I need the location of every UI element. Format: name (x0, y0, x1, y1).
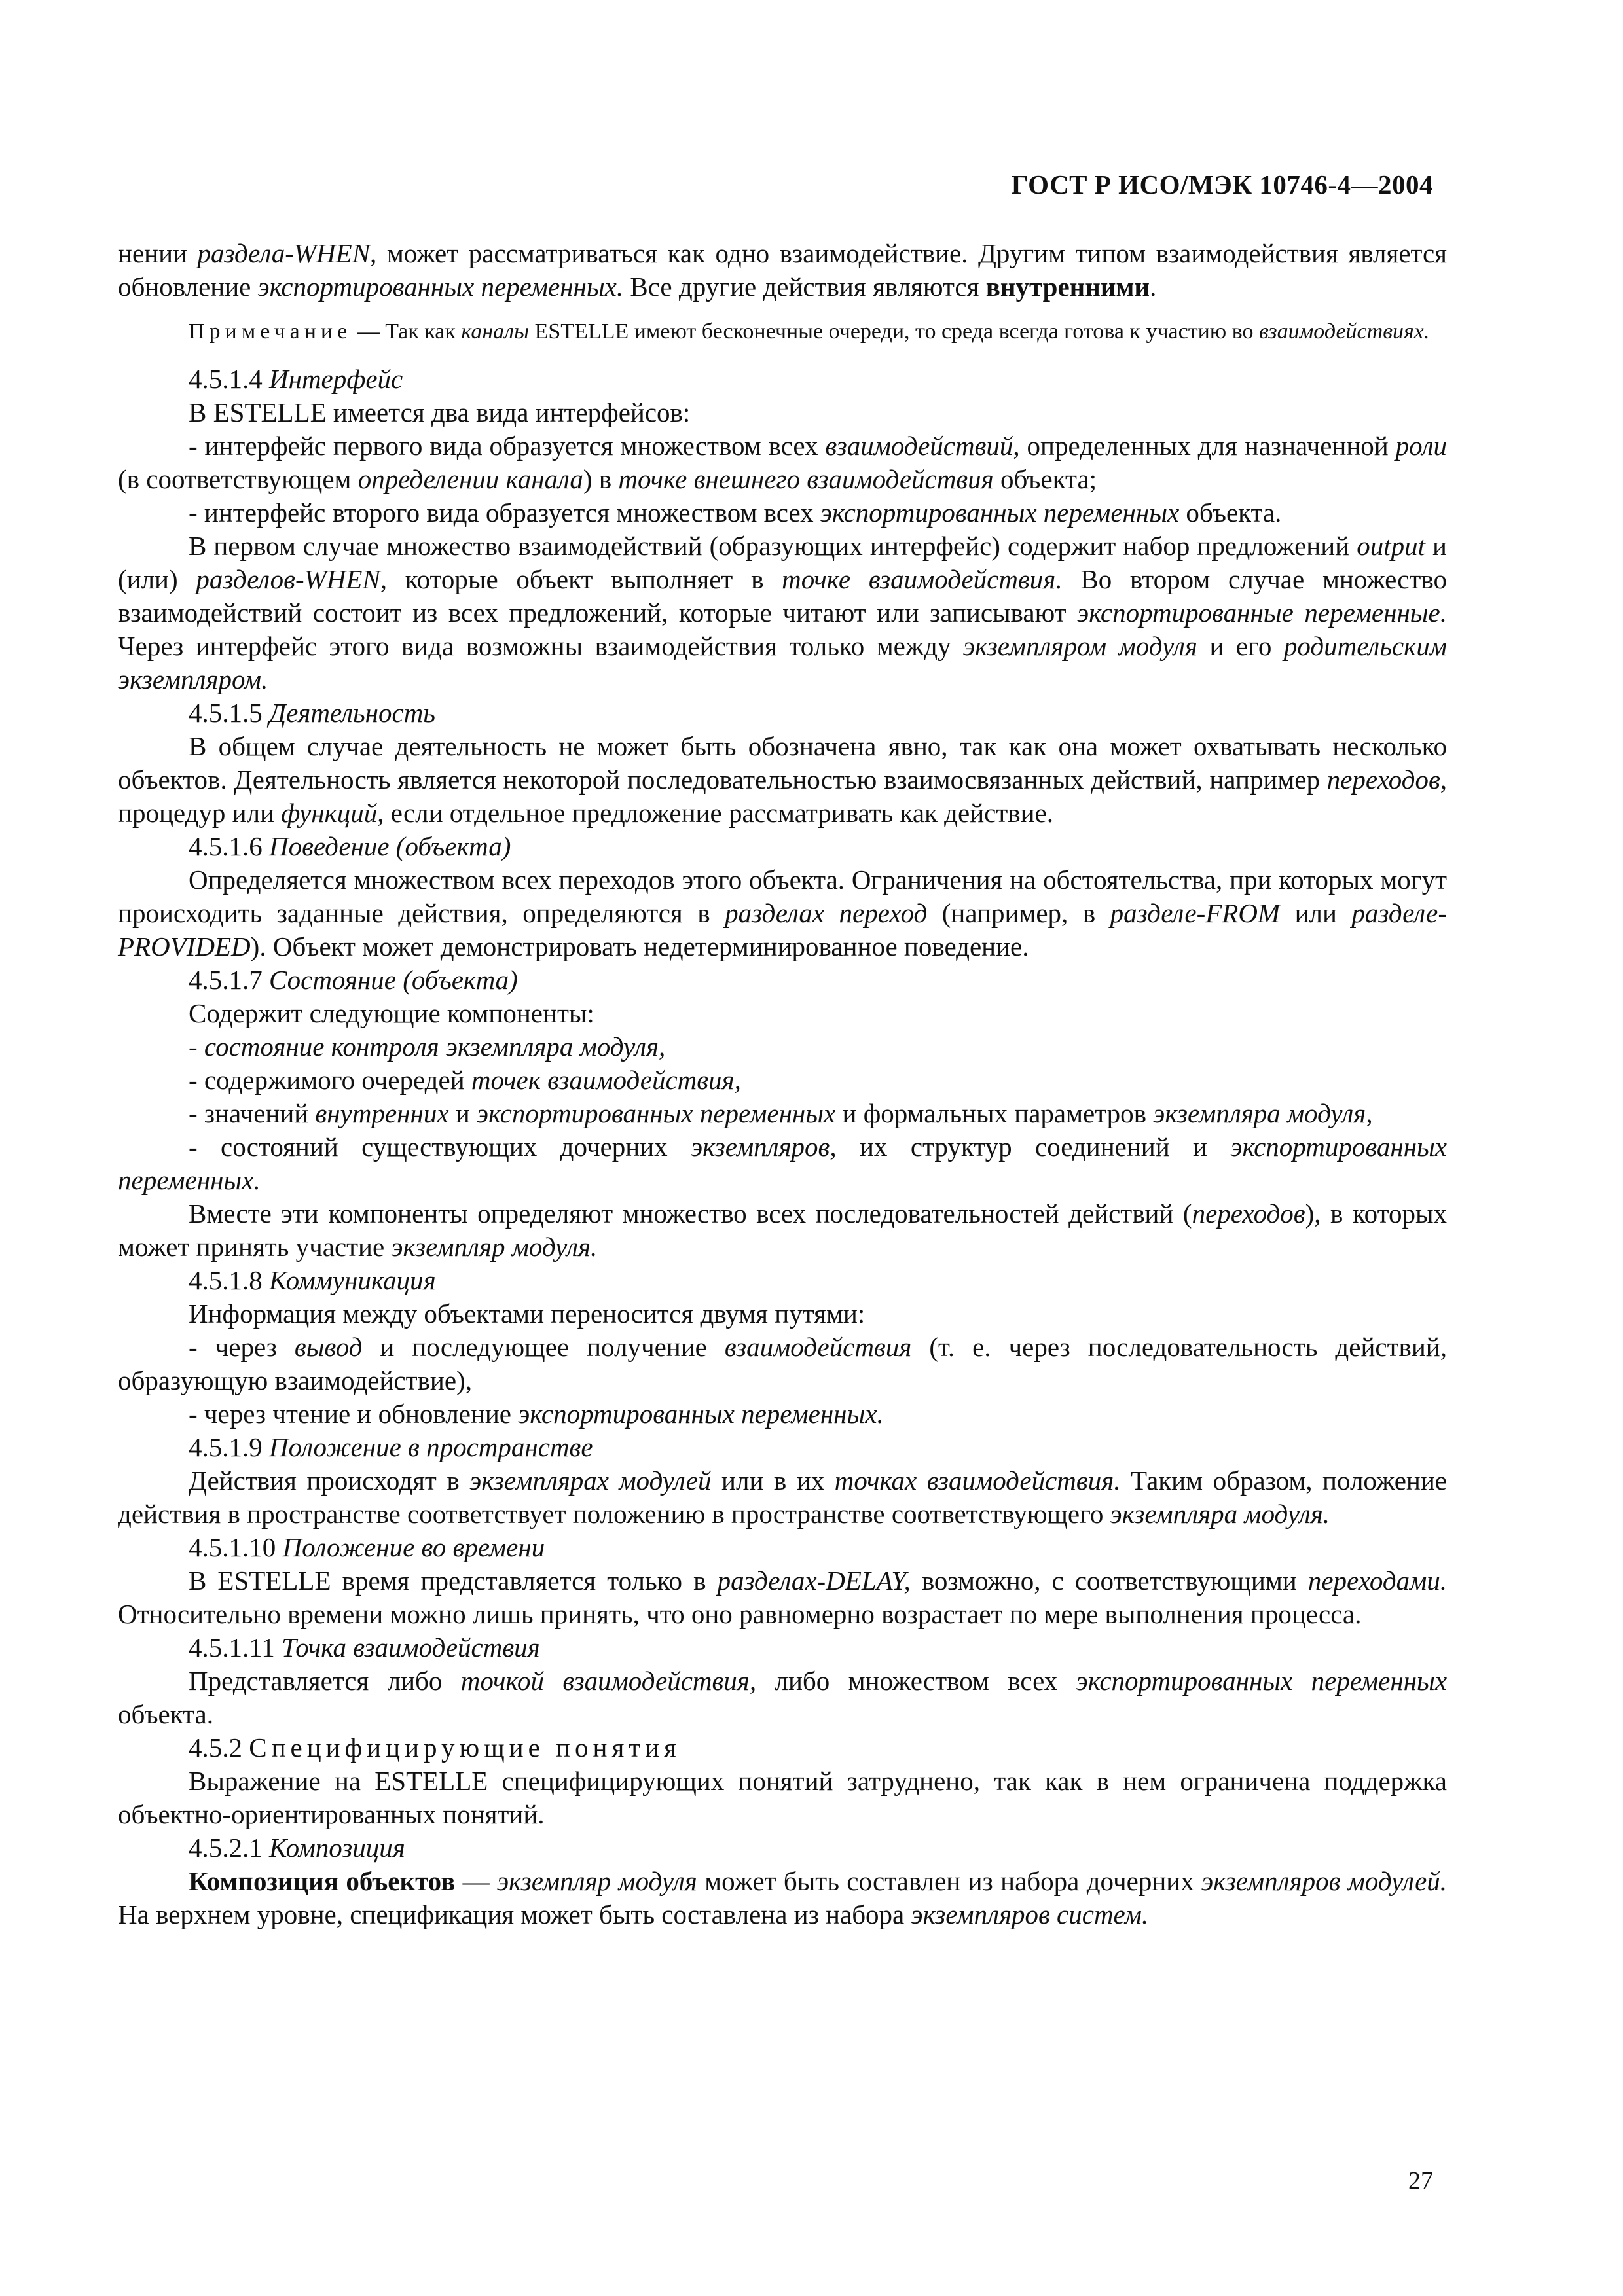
list-item: - состояний существующих дочерних экземпляров, их структур соединений и экспортированных переменных. (118, 1132, 1447, 1195)
section-heading: 4.5.1.10 Положение во времени (189, 1532, 545, 1562)
paragraph: Содержит следующие компоненты: (189, 998, 594, 1028)
section-heading: 4.5.1.11 Точка взаимодействия (189, 1632, 540, 1662)
note: Примечание — Так как каналы ESTELLE имеют бесконечные очереди, то среда всегда готова к участию во взаимодействиях. (189, 319, 1430, 344)
paragraph: Действия происходят в экземплярах модулей или в их точках взаимодействия. Таким образом, положение действия в пространстве соответствует положению в пространстве соответствующего экземпляра модуля. (118, 1465, 1447, 1529)
paragraph: Представляется либо точкой взаимодействия, либо множеством всех экспортированных переменных объекта. (118, 1666, 1448, 1729)
paragraph: В первом случае множество взаимодействий (образующих интерфейс) содержит набор предложений output и (или) разделов-WHEN, которые объект выполняет в точке взаимодействия. Во втором случае множество взаимодействий состоит из всех предложений, которые читают или записывают экспортированные переменные. Через интерфейс этого вида возможны взаимодействия только между экземпляром модуля и его родительским экземпляром. (118, 531, 1448, 694)
list-item: - интерфейс второго вида образуется множеством всех экспортированных переменных объекта. (189, 497, 1282, 528)
section-heading: 4.5.2.1 Композиция (189, 1833, 405, 1863)
list-item: - содержимого очередей точек взаимодействия, (189, 1065, 741, 1095)
document-body (118, 237, 1447, 1931)
note-label: Примечание (189, 319, 352, 344)
list-item: - через вывод и последующее получение взаимодействия (т. е. через последовательность действий, образующую взаимодействие), (118, 1332, 1447, 1395)
section-heading: 4.5.1.5 Деятельность (189, 698, 435, 728)
paragraph: Информация между объектами переносится двумя путями: (189, 1299, 866, 1329)
paragraph: нении раздела-WHEN, может рассматриваться как одно взаимодействие. Другим типом взаимодействия является обновление экспортированных переменных. Все другие действия являются внутренними. (118, 238, 1447, 302)
section-heading: 4.5.1.7 Состояние (объекта) (189, 965, 518, 995)
section-heading: 4.5.1.6 Поведение (объекта) (189, 831, 511, 861)
paragraph: В ESTELLE имеется два вида интерфейсов: (189, 397, 691, 427)
section-heading: 4.5.1.4 Интерфейс (189, 364, 403, 394)
page-number: 27 (1408, 2167, 1433, 2195)
section-heading: 4.5.2 Специфицирующие понятия (189, 1732, 682, 1763)
paragraph: В ESTELLE время представляется только в разделах-DELAY, возможно, с соответствующими переходами. Относительно времени можно лишь принять, что оно равномерно возрастает по мере выполнения процесса. (118, 1566, 1447, 1629)
paragraph: Композиция объектов — экземпляр модуля может быть составлен из набора дочерних экземпляров модулей. На верхнем уровне, спецификация может быть составлена из набора экземпляров систем. (118, 1866, 1448, 1929)
paragraph: Вместе эти компоненты определяют множество всех последовательностей действий (переходов), в которых может принять участие экземпляр модуля. (118, 1198, 1447, 1262)
list-item: - интерфейс первого вида образуется множеством всех взаимодействий, определенных для назначенной роли (в соответствующем определении канала) в точке внешнего взаимодействия объекта; (118, 431, 1447, 494)
list-item: - состояние контроля экземпляра модуля, (189, 1031, 666, 1062)
paragraph: Выражение на ESTELLE специфицирующих понятий затруднено, так как в нем ограничена поддержка объектно-ориентированных понятий. (118, 1766, 1447, 1829)
section-heading: 4.5.1.8 Коммуникация (189, 1265, 436, 1295)
paragraph: В общем случае деятельность не может быть обозначена явно, так как она может охватывать несколько объектов. Деятельность является некоторой последовательностью взаимосвязанных действий, например переходов, процедур или функций, если отдельное предложение рассматривать как действие. (118, 731, 1447, 828)
paragraph: Определяется множеством всех переходов этого объекта. Ограничения на обстоятельства, при которых могут происходить заданные действия, определяются в разделах переход (например, в разделе-FROM или разделе-PROVIDED). Объект может демонстрировать недетерминированное поведение. (118, 865, 1448, 961)
section-heading: 4.5.1.9 Положение в пространстве (189, 1432, 593, 1462)
document-header-title: ГОСТ Р ИСО/МЭК 10746-4—2004 (1011, 170, 1433, 200)
list-item: - значений внутренних и экспортированных переменных и формальных параметров экземпляра модуля, (189, 1098, 1373, 1128)
list-item: - через чтение и обновление экспортированных переменных. (189, 1399, 884, 1429)
